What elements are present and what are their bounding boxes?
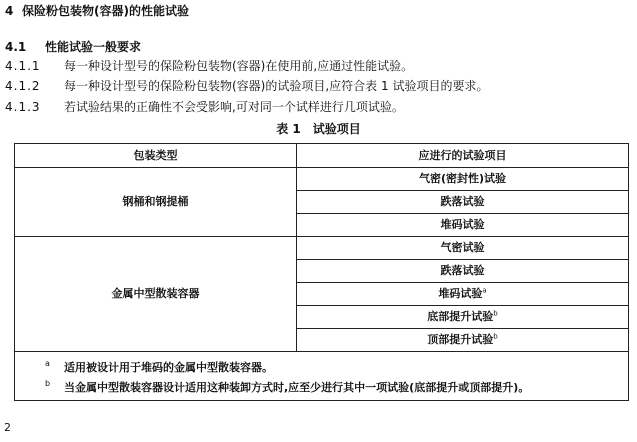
test-label: 气密试验 (440, 241, 485, 254)
test-item (297, 260, 629, 283)
test-item (297, 306, 629, 329)
footnote-ref: b (493, 332, 498, 341)
subsection-title: 性能试验一般要求 (45, 40, 142, 54)
subsection-number: 4.1 (5, 40, 27, 54)
table-notes-row (15, 352, 629, 401)
group-steel-drums: 钢桶和钢提桶 (15, 168, 297, 237)
test-item (297, 237, 629, 260)
clause-text: 每一种设计型号的保险粉包装物(容器)的试验项目,应符合表 1 试验项目的要求。 (64, 79, 489, 93)
header-required-tests: 应进行的试验项目 (297, 144, 629, 168)
test-label: 堆码试验 (438, 287, 483, 300)
clause-number: 4.1.2 (5, 79, 41, 93)
table-title: 表 1 试验项目 (276, 122, 361, 136)
page-number: 2 (4, 421, 11, 434)
table-note-a (15, 358, 628, 378)
test-item (297, 168, 629, 191)
test-label: 气密(密封性)试验 (418, 172, 507, 185)
note-text: 当金属中型散装容器设计适用这种装卸方式时,应至少进行其中一项试验(底部提升或顶部提升)。 (64, 381, 530, 394)
section-number: 4 (5, 4, 14, 18)
note-mark: a (45, 359, 50, 368)
table-row (15, 168, 629, 191)
footnote-ref: b (493, 309, 498, 318)
test-item (297, 214, 629, 237)
table-notes (15, 352, 629, 401)
table-row (15, 237, 629, 260)
test-label: 顶部提升试验 (427, 333, 494, 346)
clause-text: 每一种设计型号的保险粉包装物(容器)在使用前,应通过性能试验。 (64, 59, 414, 73)
section-title: 保险粉包装物(容器)的性能试验 (22, 4, 189, 18)
test-items-table (14, 143, 629, 401)
note-mark: b (45, 379, 51, 388)
test-item (297, 329, 629, 352)
clause-number: 4.1.1 (5, 59, 41, 73)
test-label: 堆码试验 (440, 218, 485, 231)
test-label: 跌落试验 (440, 264, 485, 277)
group-metal-ibc: 金属中型散装容器 (15, 237, 297, 352)
test-label: 跌落试验 (440, 195, 485, 208)
footnote-ref: a (482, 286, 487, 295)
test-item (297, 283, 629, 306)
test-label: 底部提升试验 (427, 310, 494, 323)
clause-number: 4.1.3 (5, 100, 41, 114)
test-item (297, 191, 629, 214)
clause-text: 若试验结果的正确性不会受影响,可对同一个试样进行几项试验。 (64, 100, 404, 114)
header-packaging-type: 包装类型 (15, 144, 297, 168)
table-note-b (15, 378, 628, 398)
note-text: 适用被设计用于堆码的金属中型散装容器。 (64, 361, 273, 374)
table-header-row (15, 144, 629, 168)
